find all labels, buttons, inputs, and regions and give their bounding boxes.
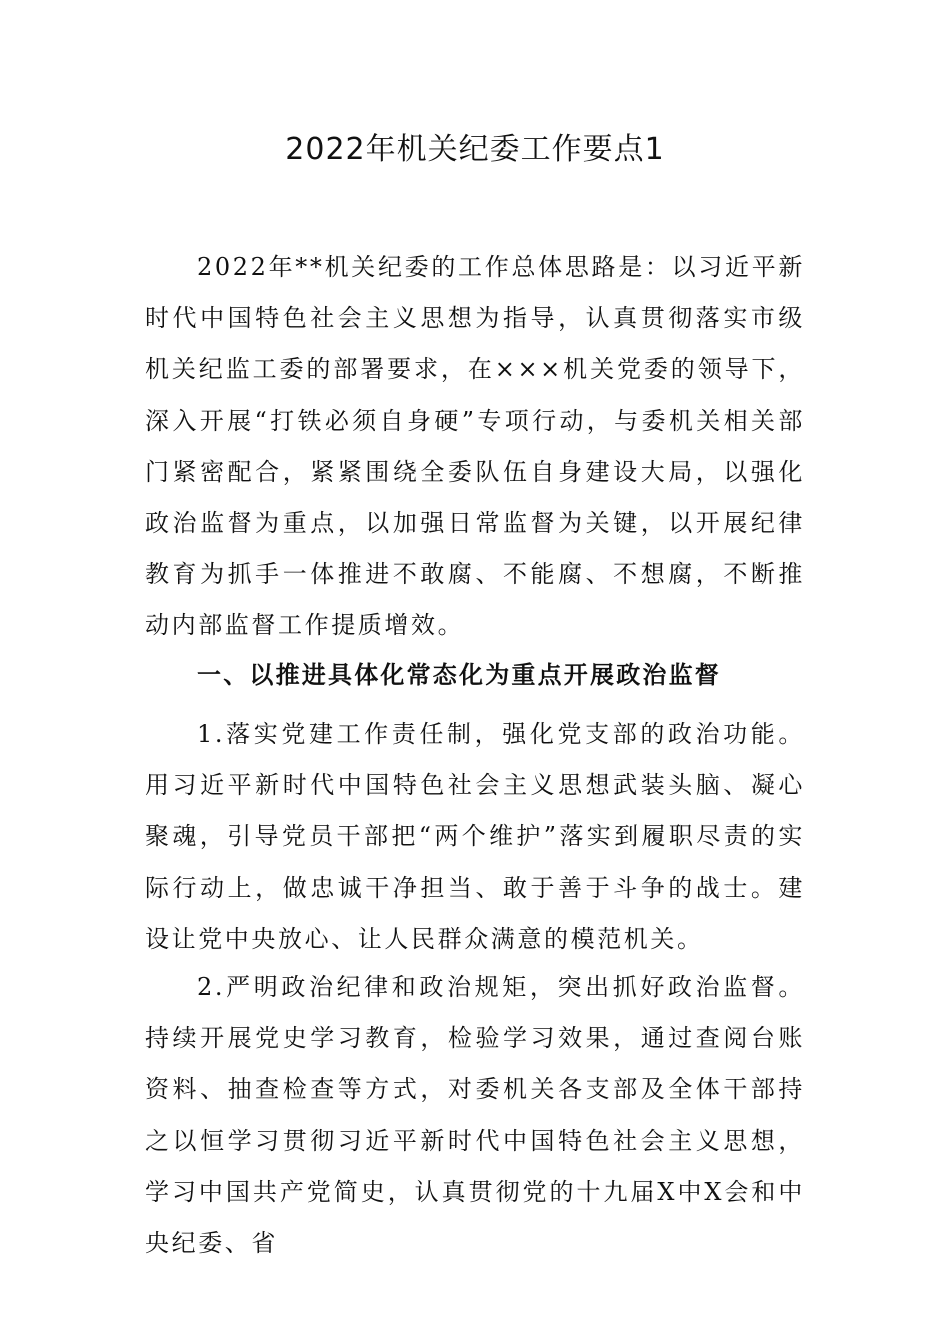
item-1-block — [145, 709, 805, 965]
intro-paragraph: 2022年**机关纪委的工作总体思路是：以习近平新时代中国特色社会主义思想为指导，认真贯彻落实市级机关纪监工委的部署要求，在×××机关党委的领导下，深入开展“打铁必须自身硬”专项行动，与委机关相关部门紧密配合，紧紧围绕全委队伍自身建设大局，以强化政治监督为重点，以加强日常监督为关键，以开展纪律教育为抓手一体推进不敢腐、不能腐、不想腐，不断推动内部监督工作提质增效。 — [145, 253, 805, 640]
section-heading-1: 一、以推进具体化常态化为重点开展政治监督 — [197, 661, 721, 689]
intro-paragraph-block — [145, 242, 805, 652]
document-title: 2022年机关纪委工作要点1 — [285, 132, 665, 167]
item-1-paragraph: 1.落实党建工作责任制，强化党支部的政治功能。用习近平新时代中国特色社会主义思想武装头脑、凝心聚魂，引导党员干部把“两个维护”落实到履职尽责的实际行动上，做忠诚干净担当、敢于善于斗争的战士。建设让党中央放心、让人民群众满意的模范机关。 — [145, 720, 805, 953]
item-2-block — [145, 962, 805, 1269]
item-2-paragraph: 2.严明政治纪律和政治规矩，突出抓好政治监督。持续开展党史学习教育，检验学习效果，通过查阅台账资料、抽查检查等方式，对委机关各支部及全体干部持之以恒学习贯彻习近平新时代中国特色社会主义思想，学习中国共产党简史，认真贯彻党的十九届X中X会和中央纪委、省 — [145, 973, 805, 1258]
